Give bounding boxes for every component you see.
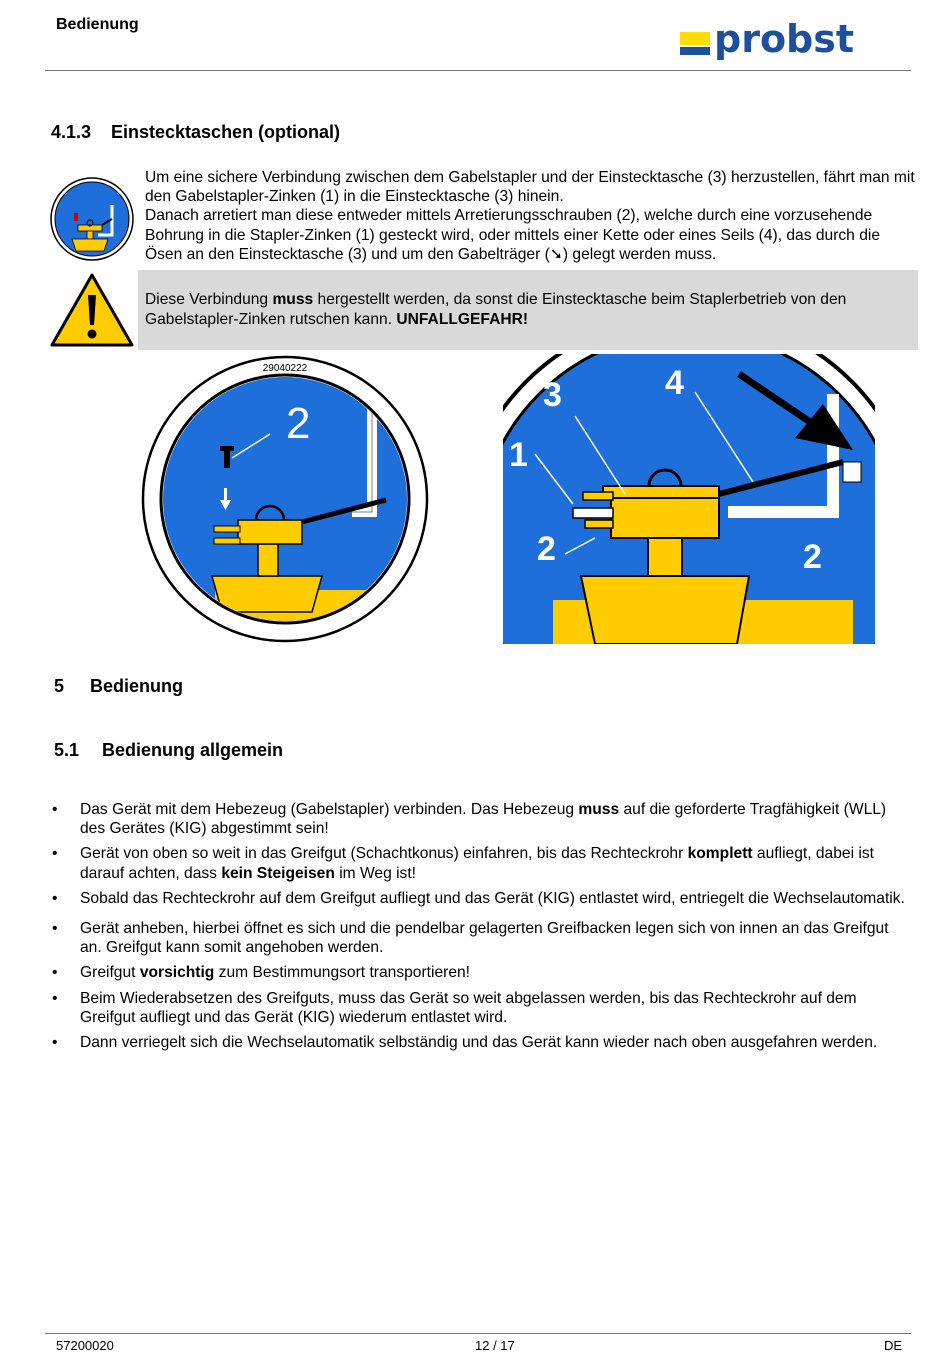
figure-left-label-2: 2 — [286, 399, 311, 448]
list-item — [52, 963, 912, 982]
intro-text-end: ) gelegt werden muss. — [562, 245, 717, 263]
figure-right-detail — [503, 354, 875, 644]
section-number: 5.1 — [54, 740, 80, 760]
figure-right-label-2b: 2 — [803, 538, 822, 576]
list-text: Sobald das Rechteckrohr auf dem Greifgut aufliegt und das Gerät (KIG) entlastet wird, entriegelt die Wechselautomatik. — [80, 889, 905, 907]
header-title: Bedienung — [56, 16, 139, 33]
figure-right-label-1: 1 — [509, 436, 528, 474]
list-bold: komplett — [687, 845, 753, 863]
figure-right-label-2a: 2 — [537, 530, 556, 568]
section-title: Bedienung allgemein — [102, 740, 284, 760]
list-item — [52, 800, 912, 838]
figure-right-label-4: 4 — [665, 364, 684, 402]
section-heading-5 — [54, 676, 183, 697]
warning-post: hergestellt werden, da sonst die Einstecktasche beim Staplerbetrieb von den Gabelstapler-Zinken rutschen kann. — [145, 291, 847, 328]
warning-text — [145, 290, 905, 329]
list-bold: kein Steigeisen — [221, 864, 335, 882]
section-heading-4-1-3 — [51, 122, 340, 143]
warning-alert: UNFALLGEFAHR! — [396, 310, 529, 328]
intro-text-part: Danach arretiert man diese entweder mittels Arretierungsschrauben (2), welche durch eine vorzusehende Bohrung in die Stapler-Zinken (1) gesteckt wird, oder mittels einer Kette oder eines Seils (4), das durch die Ösen an den Einstecktasche (3) und um den Gabelträger ( — [145, 207, 881, 263]
list-text: im Weg ist! — [334, 864, 417, 882]
list-item — [52, 1033, 912, 1052]
section-number: 4.1.3 — [51, 122, 92, 142]
header-rule — [45, 70, 911, 71]
part-number-label: 29040222 — [262, 363, 308, 374]
arrow-symbol-icon: ➘ — [549, 245, 563, 263]
list-text: Gerät von oben so weit in das Greifgut (Schachtkonus) einfahren, bis das Rechteckrohr — [80, 845, 688, 863]
intro-paragraph-2 — [145, 206, 915, 264]
warning-bold: muss — [272, 291, 314, 308]
mandatory-sign-icon — [50, 177, 134, 261]
footer-rule — [45, 1333, 911, 1334]
section-title: Einstecktaschen (optional) — [111, 122, 341, 142]
intro-text — [145, 168, 915, 264]
section-heading-5-1 — [54, 740, 283, 761]
list-text: Gerät anheben, hierbei öffnet es sich und die pendelbar gelagerten Greifbacken legen sich von innen an das Greifgut an. Greifgut kann somit angehoben werden. — [80, 920, 889, 957]
section-number: 5 — [54, 676, 65, 696]
warning-box — [138, 270, 918, 350]
list-text: aufliegt, dabei ist darauf achten, dass — [80, 845, 874, 882]
footer-language: DE — [884, 1338, 903, 1353]
figure-left-sign — [140, 354, 430, 644]
footer-doc-number: 57200020 — [56, 1338, 114, 1353]
list-item — [52, 889, 912, 908]
probst-logo — [680, 22, 905, 68]
logo-text: probst — [714, 22, 855, 61]
list-bold: vorsichtig — [139, 964, 215, 982]
intro-paragraph-1: Um eine sichere Verbindung zwischen dem Gabelstapler und der Einstecktasche (3) herzustellen, fährt man mit den Gabelstapler-Zinken (1) in die Einstecktasche (3) hinein. — [145, 169, 915, 206]
warning-pre: Diese Verbindung — [145, 291, 273, 308]
list-text: Beim Wiederabsetzen des Greifguts, muss das Gerät so weit abgelassen werden, bis das Rechteckrohr auf dem Greifgut aufliegt und das Gerät (KIG) wiederum entlastet wird. — [80, 989, 857, 1026]
operation-steps-list — [52, 800, 912, 1052]
list-text: Dann verriegelt sich die Wechselautomatik selbständig und das Gerät kann wieder nach oben ausgefahren werden. — [80, 1034, 878, 1052]
list-text: auf die geforderte Tragfähigkeit (WLL) des Gerätes (KIG) abgestimmt sein! — [80, 801, 887, 838]
list-item — [52, 844, 912, 882]
list-bold: muss — [578, 801, 620, 818]
warning-triangle-icon — [50, 273, 134, 347]
footer-page-number: 12 / 17 — [475, 1338, 515, 1353]
section-title: Bedienung — [90, 676, 183, 696]
list-text: zum Bestimmungsort transportieren! — [214, 964, 471, 982]
list-item — [52, 989, 912, 1027]
figure-right-label-3: 3 — [543, 376, 562, 414]
list-text: Greifgut — [80, 964, 140, 982]
list-text: Das Gerät mit dem Hebezeug (Gabelstapler) verbinden. Das Hebezeug — [80, 801, 579, 818]
list-item — [52, 919, 912, 957]
